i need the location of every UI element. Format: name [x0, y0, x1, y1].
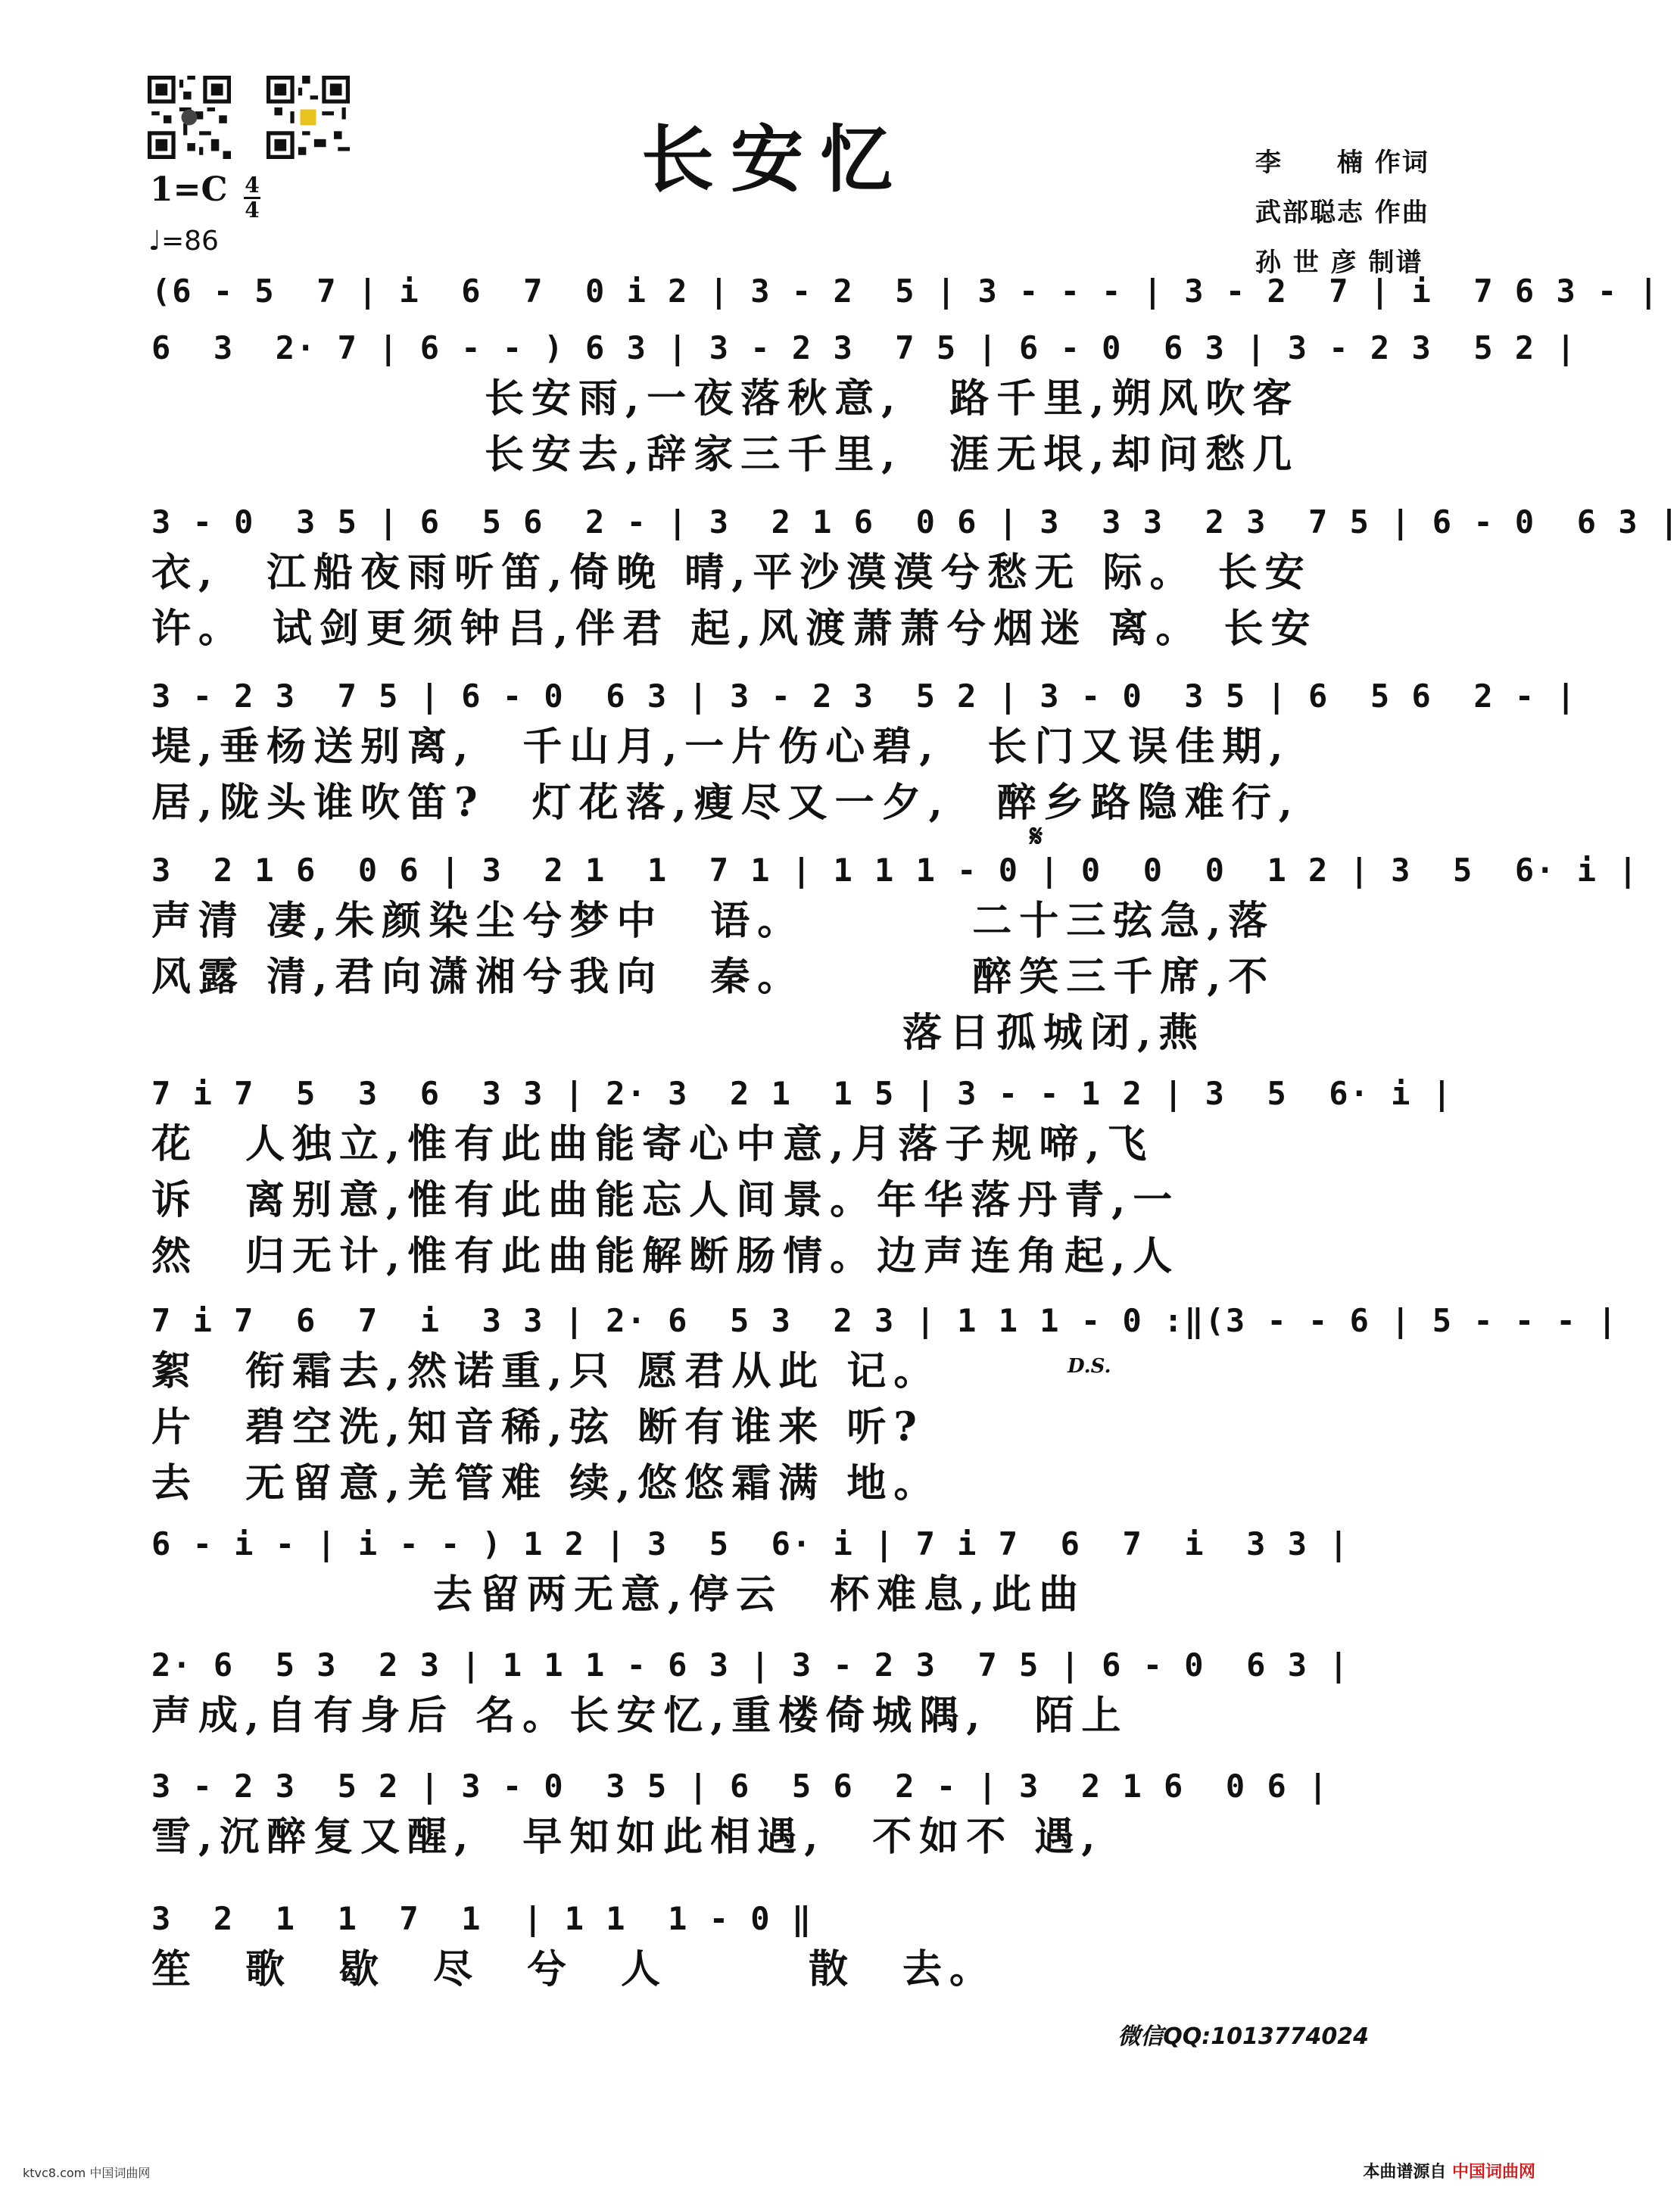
- lyric-line: 诉 离别意,惟有此曲能忘人间景。年华落丹青,一: [151, 1177, 1180, 1223]
- time-signature: [244, 174, 260, 222]
- notation-row-9: 2· 6 5 3 2 3 | 1 1 1 - 6 3 | 3 - 2 3 7 5 | 6 - 0 6 3 |: [151, 1646, 1350, 1684]
- lyric-line: 花 人独立,惟有此曲能寄心中意,月落子规啼,飞: [151, 1121, 1155, 1167]
- notation-row-7: 7 i 7 6 7 i 3 3 | 2· 6 5 3 2 3 | 1 1 1 - 0 :‖(3 - - 6 | 5 - - - |: [151, 1302, 1619, 1339]
- notation-row-3: 3 - 0 3 5 | 6 5 6 2 - | 3 2 1 6 0 6 | 3 3 3 2 3 7 5 | 6 - 0 6 3 |: [151, 503, 1680, 540]
- lyric-line: 声成,自有身后 名。长安忆,重楼倚城隅, 陌上: [151, 1693, 1129, 1739]
- lyric-line: 长安去,辞家三千里, 涯无垠,却问愁几: [485, 431, 1300, 478]
- lyric-line: 许。 试剑更须钟吕,伴君 起,风渡萧萧兮烟迷 离。 长安: [151, 606, 1318, 652]
- notation-row-6: 7 i 7 5 3 6 3 3 | 2· 3 2 1 1 5 | 3 - - 1 2 | 3 5 6· i |: [151, 1075, 1454, 1112]
- notation-row-5: 3 2 1 6 0 6 | 3 2 1 1 7 1 | 1 1 1 - 0 | 0 0 0 1 2 | 3 5 6· i |: [151, 852, 1639, 889]
- credits: [1255, 138, 1467, 288]
- footer-source-right: [1363, 2159, 1535, 2182]
- lyric-line: 居,陇头谁吹笛? 灯花落,瘦尽又一夕, 醉乡路隐难行,: [151, 780, 1300, 826]
- footer-source-left: ktvc8.com 中国词曲网: [23, 2166, 151, 2180]
- notation-row-11: 3 2 1 1 7 1 | 1 1 1 - 0 ‖: [151, 1900, 813, 1937]
- lyric-line: 片 碧空洗,知音稀,弦 断有谁来 听?: [151, 1404, 924, 1450]
- lyric-line: 声清 凄,朱颜染尘兮梦中 语。 二十三弦急,落: [151, 898, 1276, 944]
- notation-row-4: 3 - 2 3 7 5 | 6 - 0 6 3 | 3 - 2 3 5 2 | 3 - 0 3 5 | 6 5 6 2 - |: [151, 678, 1577, 715]
- lyric-line: 长安雨,一夜落秋意, 路千里,朔风吹客: [485, 375, 1300, 422]
- song-title: 长安忆: [641, 117, 909, 202]
- notation-row-10: 3 - 2 3 5 2 | 3 - 0 3 5 | 6 5 6 2 - | 3 2 1 6 0 6 |: [151, 1768, 1329, 1805]
- lyric-line: 雪,沉醉复又醒, 早知如此相遇, 不如不 遇,: [151, 1814, 1103, 1860]
- footer-brand: 中国词曲网: [1451, 2163, 1535, 2182]
- ds-marker: D.S.: [1068, 1355, 1111, 1378]
- transcriber-credit: 孙 世 彦 制谱: [1255, 248, 1423, 278]
- lyric-line: 堤,垂杨送别离, 千山月,一片伤心碧, 长门又误佳期,: [151, 724, 1291, 770]
- time-signature-top: 4: [245, 173, 260, 198]
- composer-credit: 武部聪志 作曲: [1255, 198, 1429, 228]
- lyric-line: 衣, 江船夜雨听笛,倚晚 晴,平沙漠漠兮愁无 际。 长安: [151, 550, 1312, 596]
- notation-row-1: (6 - 5 7 | i 6 7 0 i 2 | 3 - 2 5 | 3 - - - | 3 - 2 7 | i 7 6 3 - |: [151, 273, 1660, 310]
- time-signature-bottom: 4: [245, 198, 260, 223]
- lyric-line: 笙 歌 歇 尽 兮 人 散 去。: [151, 1946, 997, 1992]
- lyric-line: 去留两无意,停云 杯难息,此曲: [151, 1572, 1086, 1618]
- lyric-line: 风露 清,君向潇湘兮我向 秦。 醉笑三千席,不: [151, 954, 1276, 1000]
- lyricist-credit: 李 楠 作词: [1255, 148, 1429, 178]
- notation-row-8: 6 - i - | i - - ) 1 2 | 3 5 6· i | 7 i 7 6 7 i 3 3 |: [151, 1525, 1350, 1562]
- key-signature: 1=C: [150, 170, 228, 209]
- footer-prefix: 本曲谱源自: [1363, 2163, 1452, 2182]
- lyric-line: 絮 衔霜去,然诺重,只 愿君从此 记。: [151, 1348, 941, 1394]
- contact-info: 微信QQ:1013774024: [1117, 2023, 1369, 2050]
- notation-row-2: 6 3 2· 7 | 6 - - ) 6 3 | 3 - 2 3 7 5 | 6 - 0 6 3 | 3 - 2 3 5 2 |: [151, 329, 1577, 366]
- lyric-line: 落日孤城闭,燕: [151, 1010, 1206, 1056]
- tempo-marking: ♩=86: [148, 226, 219, 257]
- lyric-line: 去 无留意,羌管难 续,悠悠霜满 地。: [151, 1460, 941, 1506]
- lyric-line: 然 归无计,惟有此曲能解断肠情。边声连角起,人: [151, 1233, 1180, 1279]
- segno-sign: 𝄋: [1030, 819, 1043, 854]
